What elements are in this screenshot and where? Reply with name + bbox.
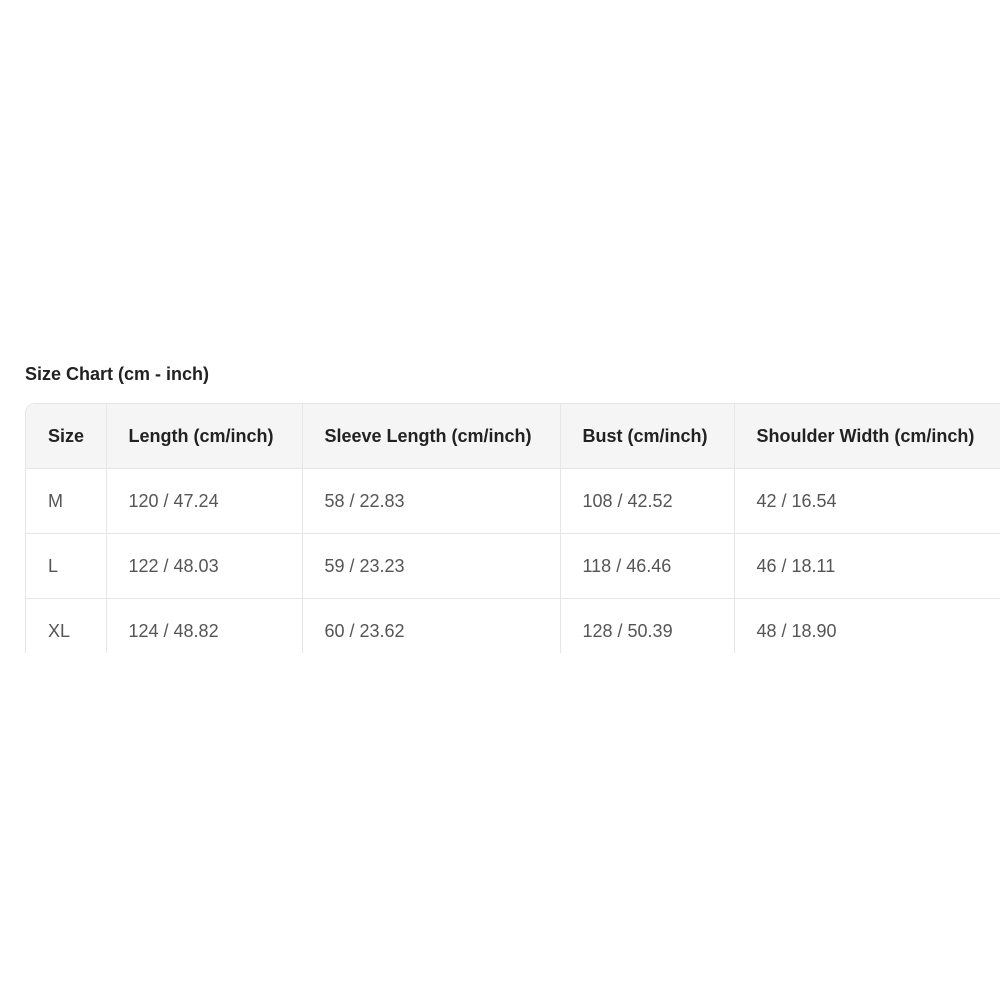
cell-sleeve-length: 58 / 22.83 (302, 469, 560, 534)
header-sleeve-length: Sleeve Length (cm/inch) (302, 404, 560, 469)
cell-size: L (26, 534, 106, 599)
header-size: Size (26, 404, 106, 469)
cell-shoulder-width: 48 / 18.90 (734, 599, 1000, 654)
cell-sleeve-length: 59 / 23.23 (302, 534, 560, 599)
page-title: Size Chart (cm - inch) (25, 364, 210, 384)
cell-size: M (26, 469, 106, 534)
cell-bust: 118 / 46.46 (560, 534, 734, 599)
cell-bust: 108 / 42.52 (560, 469, 734, 534)
table-header-row (26, 404, 1000, 469)
table-row (26, 534, 1000, 599)
cell-shoulder-width: 42 / 16.54 (734, 469, 1000, 534)
table-row (26, 469, 1000, 534)
cell-length: 122 / 48.03 (106, 534, 302, 599)
header-bust: Bust (cm/inch) (560, 404, 734, 469)
size-chart-table (25, 403, 1000, 653)
cell-bust: 128 / 50.39 (560, 599, 734, 654)
cell-sleeve-length: 60 / 23.62 (302, 599, 560, 654)
header-shoulder-width: Shoulder Width (cm/inch) (734, 404, 1000, 469)
table-row (26, 599, 1000, 654)
cell-size: XL (26, 599, 106, 654)
header-length: Length (cm/inch) (106, 404, 302, 469)
cell-length: 124 / 48.82 (106, 599, 302, 654)
cell-length: 120 / 47.24 (106, 469, 302, 534)
cell-shoulder-width: 46 / 18.11 (734, 534, 1000, 599)
